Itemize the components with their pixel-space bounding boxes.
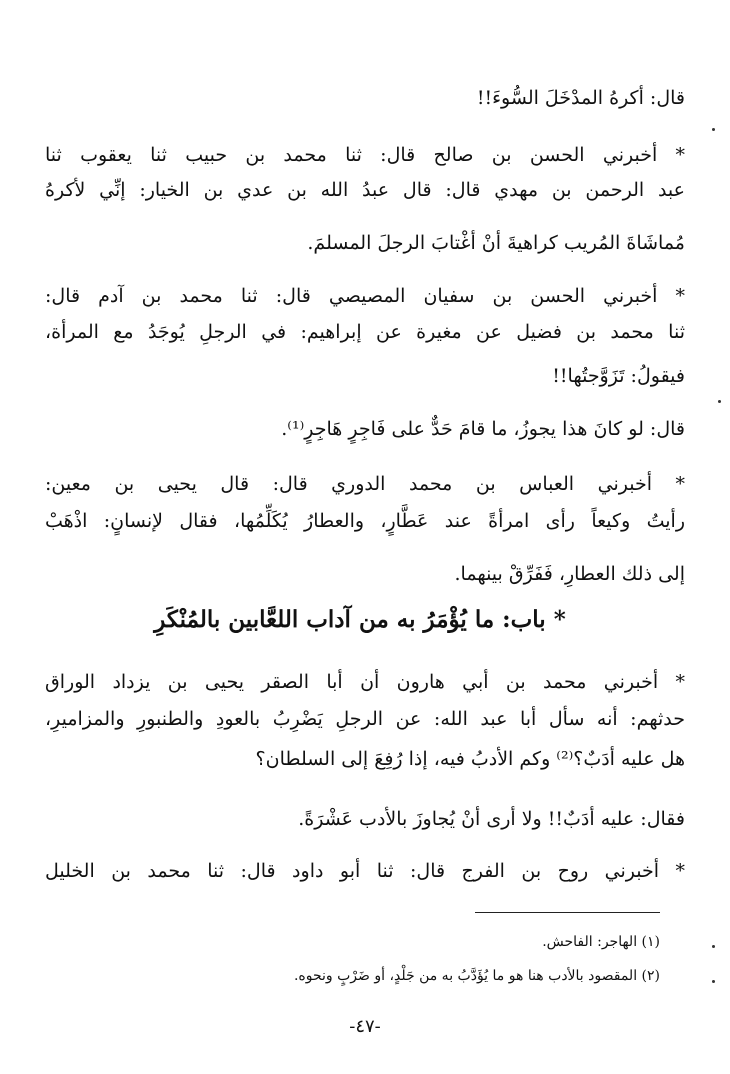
text-line-11: إلى ذلك العطارِ، فَفَرِّقْ بينهما. bbox=[454, 563, 685, 585]
page-number: -٤٧- bbox=[349, 1016, 381, 1037]
section-heading: * باب: ما يُؤْمَرُ به من آداب اللعَّابين بالمُنْكَرِ bbox=[154, 606, 566, 633]
text-line-2: * أخبرني الحسن بن صالح قال: ثنا محمد بن حبيب ثنا يعقوب ثنا bbox=[45, 144, 685, 166]
text-line-15: فقال: عليه أدَبٌ!! ولا أرى أنْ يُجاوزَ بالأدب عَشْرَةً. bbox=[298, 808, 685, 830]
footnote-1: (١) الهاجر: الفاحش. bbox=[542, 934, 660, 950]
text-line-10: رأيتُ وكيعاً رأى امرأةً عند عَطَّارٍ، والعطارُ يُكَلِّمُها، فقال لإنسانٍ: اذْهَبْ bbox=[45, 510, 685, 532]
text-line-7: فيقولُ: تَزَوَّجتُها!! bbox=[552, 365, 685, 387]
text-line-6: ثنا محمد بن فضيل عن مغيرة عن إبراهيم: في الرجلِ يُوجَدُ مع المرأة، bbox=[45, 321, 685, 343]
text-line-8: قال: لو كانَ هذا يجوزُ، ما قامَ حَدٌّ على فَاجِرٍ هَاجِرٍ⁽¹⁾. bbox=[281, 418, 685, 440]
text-line-13: حدثهم: أنه سأل أبا عبد الله: عن الرجلِ يَضْرِبُ بالعودِ والطنبورِ والمزاميرِ، bbox=[45, 708, 685, 730]
scan-speck bbox=[718, 400, 721, 403]
text-line-1: قال: أكرهُ المدْخَلَ السُّوءَ!! bbox=[476, 87, 685, 109]
text-line-12: * أخبرني محمد بن أبي هارون أن أبا الصقر يحيى بن يزداد الوراق bbox=[45, 671, 685, 693]
text-line-4: مُماشَاةَ المُريب كراهيةَ أنْ أغْتابَ الرجلَ المسلمَ. bbox=[307, 232, 685, 254]
text-line-16: * أخبرني روح بن الفرج قال: ثنا أبو داود قال: ثنا محمد بن الخليل bbox=[45, 860, 685, 882]
text-line-3: عبد الرحمن بن مهدي قال: قال عبدُ الله بن عدي بن الخيار: إنِّي لأكرهُ bbox=[45, 179, 685, 201]
text-line-5: * أخبرني الحسن بن سفيان المصيصي قال: ثنا محمد بن آدم قال: bbox=[45, 285, 685, 307]
scan-speck bbox=[712, 980, 715, 983]
scan-speck bbox=[712, 128, 715, 131]
text-line-14: هل عليه أدَبٌ؟⁽²⁾ وكم الأدبُ فيه، إذا رُفِعَ إلى السلطان؟ bbox=[255, 748, 685, 770]
footnote-2: (٢) المقصود بالأدب هنا هو ما يُؤَدَّبُ به من جَلْدٍ، أو ضَرْبٍ ونحوه. bbox=[293, 968, 660, 984]
text-line-9: * أخبرني العباس بن محمد الدوري قال: قال يحيى بن معين: bbox=[45, 473, 685, 495]
footnote-separator bbox=[475, 912, 660, 913]
scan-speck bbox=[712, 945, 715, 948]
